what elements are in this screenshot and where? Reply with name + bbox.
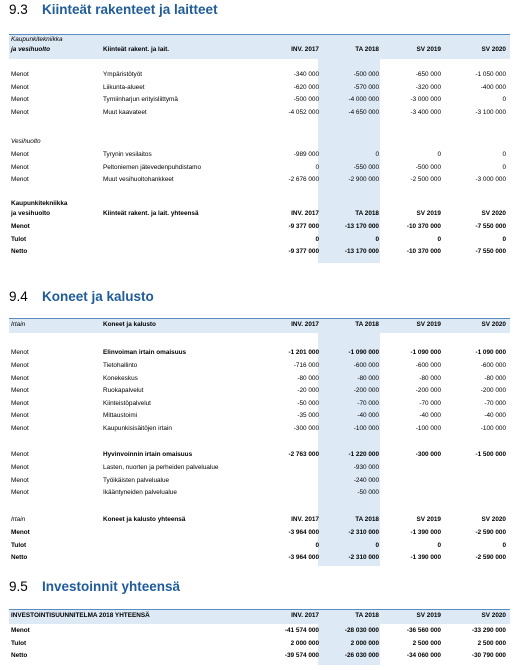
- table-row: [9, 385, 510, 397]
- row-value: -1 090 000: [348, 349, 379, 356]
- row-value: -40 000: [419, 412, 441, 419]
- row-value: 0: [315, 235, 319, 243]
- row-type: Tulot: [11, 639, 27, 647]
- row-type: Menot: [11, 163, 29, 171]
- row-value: -320 000: [415, 83, 441, 91]
- table-header-row: ja vesihuolto Kiinteät rakent. ja lait. INV. 2017 TA 2018 SV 2019 SV 2020: [11, 46, 506, 53]
- row-type: Tulot: [11, 541, 27, 549]
- row-value: 0: [375, 541, 379, 549]
- row-value: -70 000: [357, 399, 379, 407]
- row-label: Ikääntyneiden palvelualue: [103, 489, 177, 496]
- row-label: Ympäristötyöt: [103, 71, 143, 78]
- row-value: -2 900 000: [348, 176, 379, 183]
- row-value: -620 000: [293, 83, 319, 91]
- row-value: -930 000: [353, 464, 379, 471]
- row-value: -26 030 000: [344, 652, 379, 659]
- table-header-row: Irtain Koneet ja kalusto INV. 2017 TA 2018 SV 2019 SV 2020: [11, 321, 506, 328]
- row-value: -2 310 000: [348, 529, 379, 536]
- table-row: [9, 69, 510, 81]
- row-type: Netto: [11, 248, 28, 255]
- row-value: -20 000: [297, 387, 319, 394]
- row-type: Menot: [11, 412, 29, 419]
- row-label: Mittaustoimi: [103, 412, 138, 419]
- row-value: -40 000: [357, 412, 379, 419]
- row-value: -2 310 000: [348, 554, 379, 561]
- row-value: -40 000: [484, 412, 506, 419]
- row-value: -2 590 000: [475, 554, 506, 561]
- row-label: Muut vesihuoltohankkeet: [103, 176, 174, 183]
- row-value: -9 377 000: [288, 223, 319, 230]
- row-type: Netto: [11, 554, 28, 561]
- row-label: Peltoniemen jätevedenpuhdistamo: [103, 163, 202, 171]
- row-type: Menot: [11, 627, 30, 634]
- group-row: [9, 347, 510, 359]
- table-row: [9, 475, 510, 487]
- row-value: -240 000: [353, 476, 379, 484]
- row-type: Menot: [11, 108, 29, 116]
- row-type: Menot: [11, 349, 29, 356]
- total-row: [9, 234, 510, 246]
- row-value: -9 377 000: [288, 248, 319, 255]
- row-value: -4 052 000: [288, 108, 319, 116]
- row-value: -7 550 000: [475, 223, 506, 230]
- row-value: -500 000: [293, 96, 319, 103]
- row-type: Menot: [11, 387, 29, 394]
- row-value: -3 964 000: [288, 554, 319, 561]
- row-value: -2 763 000: [288, 451, 319, 458]
- row-value: -1 090 000: [475, 349, 506, 356]
- row-value: 0: [437, 151, 441, 158]
- row-value: -600 000: [353, 362, 379, 369]
- row-type: Menot: [11, 362, 29, 369]
- row-value: -600 000: [480, 362, 506, 369]
- row-type: Menot: [11, 529, 30, 536]
- row-label: Tyrniinharjun erityisliittymä: [103, 96, 178, 103]
- row-type: Menot: [11, 71, 29, 78]
- subgroup-label: Vesihuolto: [11, 138, 41, 145]
- row-value: -4 000 000: [348, 96, 379, 103]
- table-row: [9, 149, 510, 161]
- table-row: [9, 410, 510, 422]
- row-value: -3 400 000: [410, 108, 441, 116]
- table-row: [9, 423, 510, 435]
- row-type: Tulot: [11, 235, 27, 243]
- row-value: -100 000: [415, 424, 441, 432]
- row-type: Menot: [11, 83, 29, 91]
- row-value: -200 000: [480, 387, 506, 394]
- row-label: Konekeskus: [103, 374, 138, 382]
- row-label: Liikunta-alueet: [103, 83, 145, 91]
- row-value: -80 000: [297, 374, 319, 382]
- total-header-row: ja vesihuolto Kiinteät rakent. ja lait. yhteensä INV. 2017 TA 2018 SV 2019 SV 2020: [11, 210, 506, 217]
- row-value: -3 000 000: [475, 176, 506, 183]
- section-title: 9.4 Koneet ja kalusto: [9, 289, 154, 304]
- row-value: -1 090 000: [410, 349, 441, 356]
- row-value: -70 000: [484, 399, 506, 407]
- row-value: -4 650 000: [348, 108, 379, 116]
- row-type: Netto: [11, 652, 28, 659]
- row-value: -28 030 000: [344, 627, 379, 634]
- row-value: 0: [315, 163, 319, 171]
- total-header-row: Irtain Koneet ja kalusto yhteensä INV. 2017 TA 2018 SV 2019 SV 2020: [11, 516, 506, 523]
- row-value: -35 000: [297, 412, 319, 419]
- row-type: Menot: [11, 464, 29, 471]
- table-row: [9, 360, 510, 372]
- row-value: -1 220 000: [348, 451, 379, 458]
- row-value: -3 000 000: [410, 96, 441, 103]
- row-value: -200 000: [353, 387, 379, 394]
- row-value: -34 060 000: [406, 652, 441, 659]
- row-value: 0: [502, 151, 506, 158]
- table-row: [9, 462, 510, 474]
- row-label: Kaupunkisisäitöjen irtain: [103, 424, 172, 432]
- row-value: -300 000: [415, 451, 441, 458]
- row-type: Menot: [11, 223, 30, 230]
- row-value: -500 000: [353, 71, 379, 78]
- row-value: -3 100 000: [475, 108, 506, 116]
- row-value: -41 574 000: [284, 627, 319, 634]
- row-type: Menot: [11, 151, 29, 158]
- total-header-row: Kaupunkitekniikka: [11, 200, 68, 207]
- table-header-row: INVESTOINTISUUNNITELMA 2018 YHTEENSÄ INV. 2017 TA 2018 SV 2019 SV 2020: [11, 612, 506, 619]
- row-value: 2 500 000: [412, 639, 441, 647]
- table-row: [9, 162, 510, 174]
- row-type: Menot: [11, 424, 29, 432]
- total-row: [9, 246, 510, 258]
- table-row: [9, 487, 510, 499]
- row-value: -13 170 000: [344, 248, 379, 255]
- row-value: -80 000: [484, 374, 506, 382]
- row-value: -100 000: [353, 424, 379, 432]
- row-value: -39 574 000: [284, 652, 319, 659]
- row-value: -400 000: [480, 83, 506, 91]
- total-row: [9, 552, 510, 564]
- table-row: [9, 398, 510, 410]
- row-value: -300 000: [293, 424, 319, 432]
- row-value: -716 000: [293, 362, 319, 369]
- row-value: -13 170 000: [344, 223, 379, 230]
- table-row: [9, 373, 510, 385]
- row-label: Kiinteistöpalvelut: [103, 399, 151, 407]
- row-type: Menot: [11, 489, 29, 496]
- row-value: 0: [315, 541, 319, 549]
- row-value: -1 201 000: [288, 349, 319, 356]
- section-title: 9.3 Kiinteät rakenteet ja laitteet: [9, 2, 218, 17]
- row-value: -2 500 000: [410, 176, 441, 183]
- row-value: -500 000: [415, 163, 441, 171]
- row-value: -7 550 000: [475, 248, 506, 255]
- row-value: -30 790 000: [471, 652, 506, 659]
- row-value: -36 560 000: [406, 627, 441, 634]
- section-title: 9.5 Investoinnit yhteensä: [9, 579, 181, 594]
- row-value: -50 000: [357, 489, 379, 496]
- row-value: -570 000: [353, 83, 379, 91]
- row-value: 0: [502, 541, 506, 549]
- row-value: -1 050 000: [475, 71, 506, 78]
- table-row: [9, 107, 510, 119]
- row-value: 0: [375, 151, 379, 158]
- row-type: Menot: [11, 451, 29, 458]
- row-value: -650 000: [415, 71, 441, 78]
- row-type: Menot: [11, 476, 29, 484]
- row-value: -550 000: [353, 163, 379, 171]
- total-row: [9, 540, 510, 552]
- row-value: 2 000 000: [290, 639, 319, 647]
- row-value: 0: [437, 235, 441, 243]
- row-value: -1 390 000: [410, 529, 441, 536]
- table-row: [9, 82, 510, 94]
- row-label: Hyvinvoinnin irtain omaisuus: [103, 451, 193, 458]
- total-row: [9, 527, 510, 539]
- table-header-row: Kaupunkitekniikka: [11, 36, 63, 43]
- row-value: -3 964 000: [288, 529, 319, 536]
- row-label: Ruokapalvelut: [103, 387, 144, 394]
- total-row: [9, 638, 510, 650]
- row-value: -989 000: [293, 151, 319, 158]
- row-value: 2 500 000: [477, 639, 506, 647]
- row-type: Menot: [11, 399, 29, 407]
- table-row: [9, 94, 510, 106]
- row-type: Menot: [11, 96, 29, 103]
- row-value: -33 290 000: [471, 627, 506, 634]
- row-value: -80 000: [357, 374, 379, 382]
- row-label: Lasten, nuorten ja perheiden palvelualue: [103, 464, 219, 471]
- row-label: Tyrynin vesilaitos: [103, 151, 152, 158]
- row-value: -1 500 000: [475, 451, 506, 458]
- row-value: -10 370 000: [406, 223, 441, 230]
- row-label: Tietohallinto: [103, 362, 138, 369]
- row-value: -2 590 000: [475, 529, 506, 536]
- total-row: [9, 650, 510, 662]
- row-value: -600 000: [415, 362, 441, 369]
- row-value: 0: [375, 235, 379, 243]
- row-value: -70 000: [419, 399, 441, 407]
- row-value: 0: [502, 163, 506, 171]
- row-value: 0: [502, 96, 506, 103]
- row-type: Menot: [11, 176, 29, 183]
- row-value: -80 000: [419, 374, 441, 382]
- row-value: -200 000: [415, 387, 441, 394]
- row-value: 0: [437, 541, 441, 549]
- row-value: -1 390 000: [410, 554, 441, 561]
- group-row: [9, 449, 510, 461]
- row-value: -100 000: [480, 424, 506, 432]
- row-label: Elinvoiman irtain omaisuus: [103, 349, 187, 356]
- row-value: -340 000: [293, 71, 319, 78]
- row-value: 2 000 000: [350, 639, 379, 647]
- row-value: -50 000: [297, 399, 319, 407]
- row-value: -2 676 000: [288, 176, 319, 183]
- row-type: Menot: [11, 374, 29, 382]
- row-label: Työikäisten palvelualue: [103, 476, 170, 484]
- row-value: 0: [502, 235, 506, 243]
- total-row: [9, 625, 510, 637]
- total-row: [9, 221, 510, 233]
- table-row: [9, 174, 510, 186]
- row-value: -10 370 000: [406, 248, 441, 255]
- row-label: Muut kaavateet: [103, 108, 147, 116]
